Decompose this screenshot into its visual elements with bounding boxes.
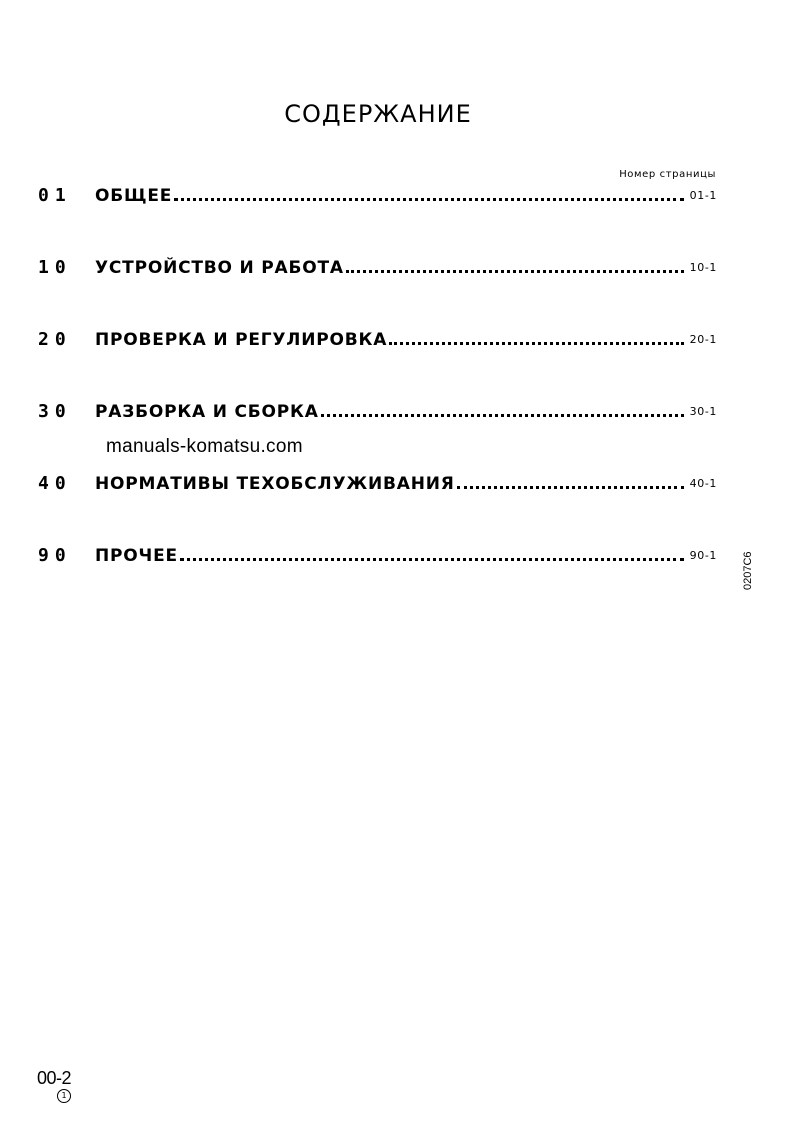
section-number: 90 — [38, 545, 72, 566]
section-page-ref: 20-1 — [689, 333, 717, 346]
toc-entry-40[interactable] — [38, 472, 717, 496]
section-title: ОБЩЕЕ — [95, 186, 173, 206]
dot-leader — [321, 414, 684, 417]
section-title: НОРМАТИВЫ ТЕХОБСЛУЖИВАНИЯ — [95, 474, 455, 494]
section-title: УСТРОЙСТВО И РАБОТА — [95, 258, 344, 278]
dot-leader — [180, 558, 684, 561]
section-title: ПРОВЕРКА И РЕГУЛИРОВКА — [95, 330, 388, 350]
side-document-code: 0207C6 — [742, 551, 754, 590]
revision-mark: 1 — [57, 1089, 71, 1103]
section-page-ref: 90-1 — [689, 549, 717, 562]
toc-entry-10[interactable] — [38, 256, 717, 280]
toc-entry-30[interactable] — [38, 400, 717, 424]
section-number: 01 — [38, 185, 72, 206]
watermark-text: manuals-komatsu.com — [106, 436, 303, 457]
section-page-ref: 10-1 — [689, 261, 717, 274]
section-page-ref: 01-1 — [689, 189, 717, 202]
toc-entry-01[interactable] — [38, 184, 717, 208]
section-title: ПРОЧЕЕ — [95, 546, 178, 566]
page-number: 00-2 — [37, 1068, 72, 1088]
section-number: 40 — [38, 473, 72, 494]
page-number-column-header: Номер страницы — [619, 169, 716, 180]
section-page-ref: 40-1 — [689, 477, 717, 490]
dot-leader — [457, 486, 684, 489]
section-page-ref: 30-1 — [689, 405, 717, 418]
page-title: СОДЕРЖАНИЕ — [284, 100, 472, 128]
toc-entry-20[interactable] — [38, 328, 717, 352]
section-number: 10 — [38, 257, 72, 278]
section-number: 30 — [38, 401, 72, 422]
dot-leader — [389, 342, 683, 345]
section-title: РАЗБОРКА И СБОРКА — [95, 402, 319, 422]
section-number: 20 — [38, 329, 72, 350]
dot-leader — [174, 198, 683, 201]
dot-leader — [346, 270, 684, 273]
toc-entry-90[interactable] — [38, 544, 717, 568]
